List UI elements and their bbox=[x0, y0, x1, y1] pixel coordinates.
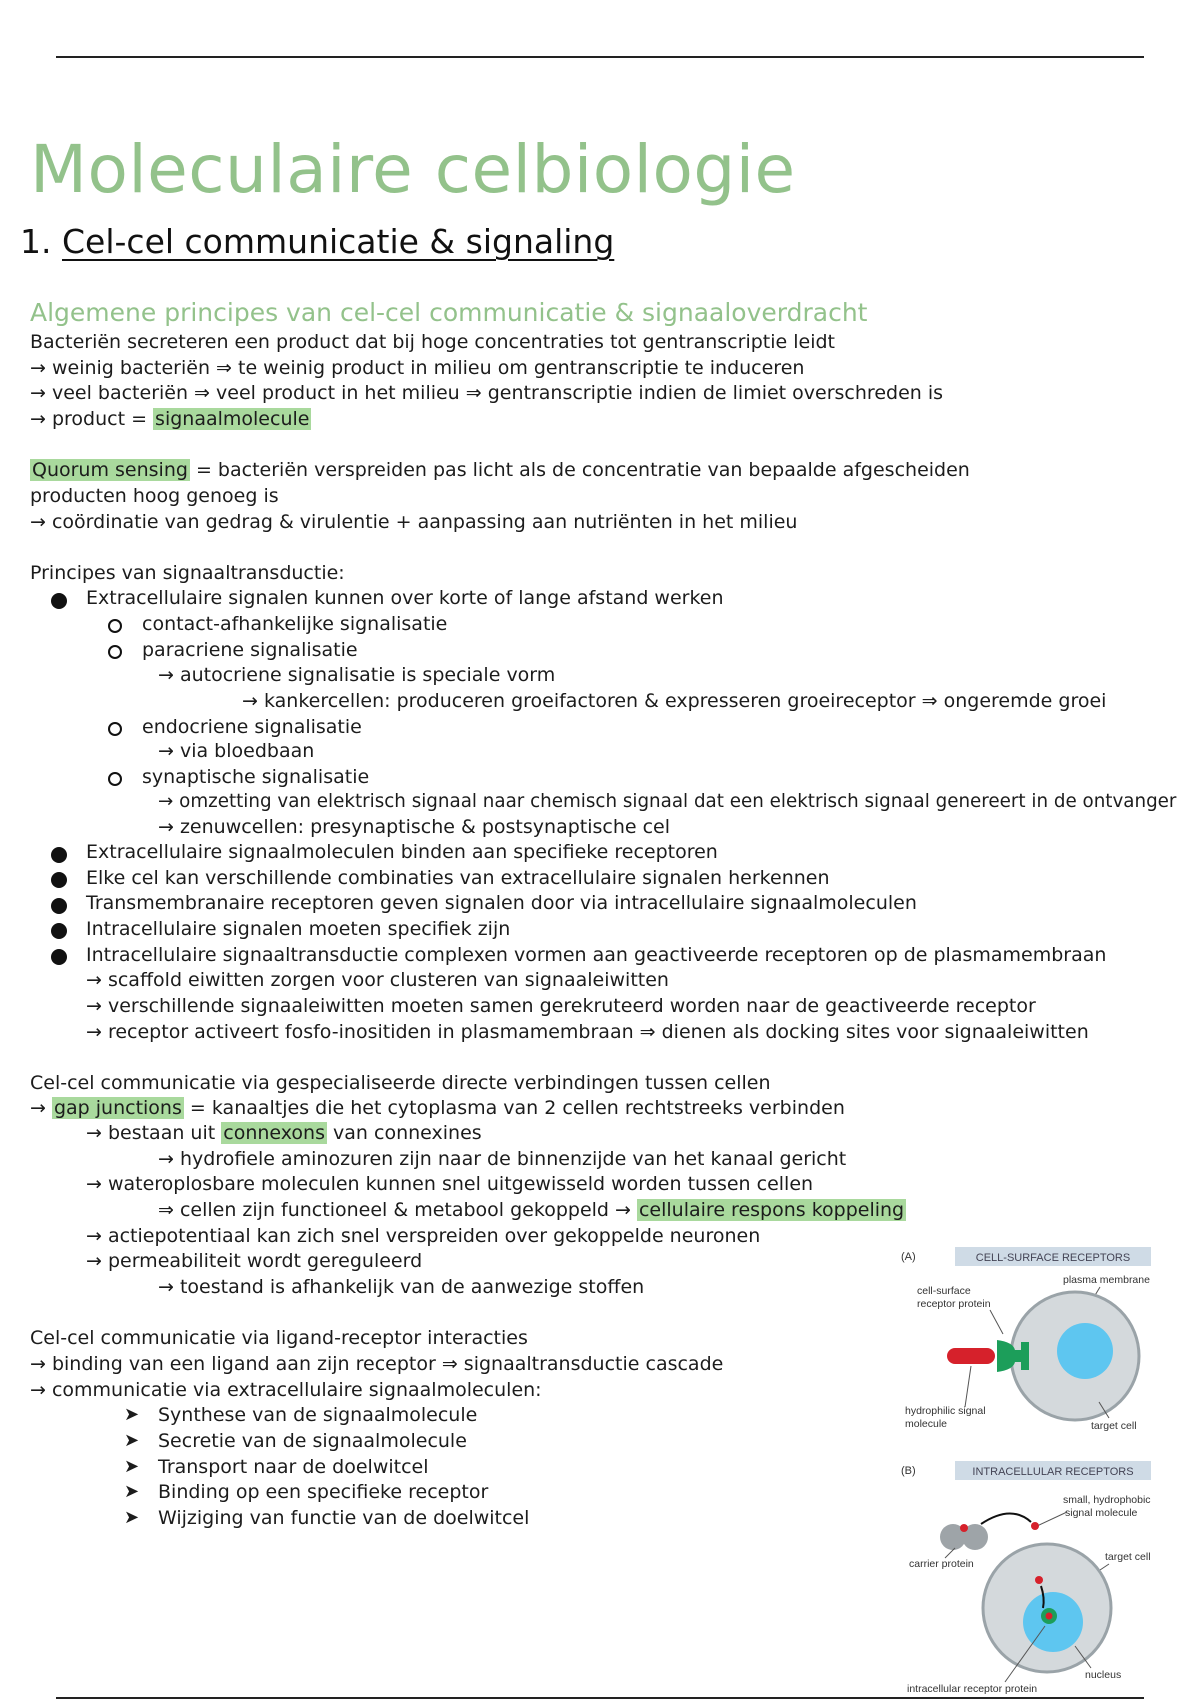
bullet-dot bbox=[51, 872, 67, 892]
bullet-dot bbox=[51, 847, 67, 867]
junctions-heading: Cel-cel communicatie via gespecialiseerde directe verbindingen tussen cellen bbox=[30, 1072, 771, 1094]
sub-synaptic-conversion: → omzetting van elektrisch signaal naar chemisch signaal dat een elektrisch signaal genereert in de ontvanger bbox=[158, 791, 1177, 812]
sub-bullet-circle-icon bbox=[108, 772, 122, 786]
ligand-step-4: Binding op een specifieke receptor bbox=[158, 1481, 489, 1503]
ligand-step-2: Secretie van de signaalmolecule bbox=[158, 1430, 467, 1452]
junctions-arrow: → bbox=[30, 1097, 52, 1119]
junctions-line-6: → actiepotentiaal kan zich snel verspreiden over gekoppelde neuronen bbox=[86, 1225, 761, 1247]
quorum-line-2: producten hoog genoeg is bbox=[30, 485, 279, 507]
principle-6: Intracellulaire signaaltransductie complexen vormen aan geactiveerde receptoren op de plasmamembraan bbox=[86, 944, 1107, 966]
nucleus-a bbox=[1057, 1323, 1113, 1379]
sub-bullet-circle-icon bbox=[108, 645, 122, 659]
sub-paracrine-cancer: → kankercellen: produceren groeifactoren & expresseren groeireceptor ⇒ ongeremde groei bbox=[242, 690, 1107, 712]
highlight-quorum-sensing: Quorum sensing bbox=[32, 459, 188, 481]
junctions-line-2 bbox=[86, 1121, 482, 1145]
ligand-line-2: → communicatie via extracellulaire signaalmoleculen: bbox=[30, 1379, 542, 1401]
junctions-line-1 bbox=[30, 1096, 845, 1120]
label-hydrophilic-1: hydrophilic signal bbox=[905, 1405, 986, 1417]
bottom-rule bbox=[56, 1697, 1144, 1699]
bacteria-line-3: → veel bacteriën ⇒ veel product in het milieu ⇒ gentranscriptie indien de limiet overschreden is bbox=[30, 382, 944, 404]
label-plasma-membrane: plasma membrane bbox=[1063, 1274, 1150, 1286]
sub-bullet bbox=[108, 721, 122, 740]
leader-line bbox=[965, 1366, 971, 1407]
sub-synaptic-neurons: → zenuwcellen: presynaptische & postsynaptische cel bbox=[158, 816, 671, 838]
junctions-line-5 bbox=[158, 1198, 906, 1222]
signal-on-carrier bbox=[960, 1524, 968, 1532]
junctions-line-7: → permeabiliteit wordt gereguleerd bbox=[86, 1250, 423, 1272]
quorum-definition: = bacteriën verspreiden pas licht als de concentratie van bepaalde afgescheiden bbox=[189, 459, 970, 481]
sub-bullet bbox=[108, 771, 122, 790]
arrowhead-bullet-icon: ➤ bbox=[124, 1456, 140, 1477]
bound-signal bbox=[1046, 1613, 1053, 1620]
principle-6-recruit: → verschillende signaaleiwitten moeten samen gerekruteerd worden naar de geactiveerde receptor bbox=[86, 995, 1036, 1017]
panel-a-letter: (A) bbox=[901, 1251, 916, 1263]
principle-4: Transmembranaire receptoren geven signalen door via intracellulaire signaalmoleculen bbox=[86, 892, 917, 914]
highlight-gap-junctions: gap junctions bbox=[53, 1097, 182, 1119]
sub-bullet-circle-icon bbox=[108, 619, 122, 633]
arrowhead-bullet-icon: ➤ bbox=[124, 1481, 140, 1502]
top-rule bbox=[56, 56, 1144, 58]
label-cell-surface-1: cell-surface bbox=[917, 1285, 971, 1297]
quorum-line-1 bbox=[30, 458, 970, 482]
receptor-figure bbox=[895, 1242, 1195, 1694]
principle-5: Intracellulaire signalen moeten specifiek zijn bbox=[86, 918, 511, 940]
bacteria-line-1: Bacteriën secreteren een product dat bij hoge concentraties tot gentranscriptie leidt bbox=[30, 331, 835, 353]
junctions-coupling-pre: ⇒ cellen zijn functioneel & metabool gekoppeld → bbox=[158, 1199, 637, 1221]
sub-bullet-circle-icon bbox=[108, 722, 122, 736]
bullet-dot-icon bbox=[51, 593, 67, 609]
ligand-step-5: Wijziging van functie van de doelwitcel bbox=[158, 1507, 530, 1529]
junctions-line-8: → toestand is afhankelijk van de aanwezige stoffen bbox=[158, 1276, 645, 1298]
label-target-cell-b: target cell bbox=[1105, 1551, 1151, 1563]
label-nucleus: nucleus bbox=[1085, 1669, 1122, 1681]
sub-bullet bbox=[108, 644, 122, 663]
release-arrow bbox=[981, 1513, 1031, 1524]
sub-endocrine: endocriene signalisatie bbox=[142, 716, 362, 738]
sub-paracrine-autocrine: → autocriene signalisatie is speciale vorm bbox=[158, 664, 556, 686]
ligand-step-1: Synthese van de signaalmolecule bbox=[158, 1404, 478, 1426]
ligand-line-1: → binding van een ligand aan zijn receptor ⇒ signaaltransductie cascade bbox=[30, 1353, 724, 1375]
principle-6-docking: → receptor activeert fosfo-inositiden in plasmamembraan ⇒ dienen als docking sites voor signaaleiwitten bbox=[86, 1021, 1089, 1043]
panel-a-title: CELL-SURFACE RECEPTORS bbox=[975, 1252, 1131, 1264]
bullet-dot-icon bbox=[51, 949, 67, 965]
label-small-hydrophobic-2: signal molecule bbox=[1065, 1507, 1138, 1519]
leader-line bbox=[1037, 1512, 1067, 1526]
bacteria-line-4 bbox=[30, 407, 311, 431]
chapter-title: Cel-cel communicatie & signaling bbox=[62, 222, 615, 261]
junctions-definition: = kanaaltjes die het cytoplasma van 2 cellen rechtstreeks verbinden bbox=[183, 1097, 845, 1119]
junctions-line-3: → hydrofiele aminozuren zijn naar de binnenzijde van het kanaal gericht bbox=[158, 1148, 847, 1170]
label-carrier-protein: carrier protein bbox=[909, 1558, 974, 1570]
label-cell-surface-2: receptor protein bbox=[917, 1298, 991, 1310]
junctions-connexons-post: van connexines bbox=[327, 1122, 482, 1144]
principle-1: Extracellulaire signalen kunnen over korte of lange afstand werken bbox=[86, 587, 724, 609]
bullet-dot-icon bbox=[51, 898, 67, 914]
arrowhead-bullet-icon: ➤ bbox=[124, 1507, 140, 1528]
ligand-step-3: Transport naar de doelwitcel bbox=[158, 1456, 429, 1478]
leader-line bbox=[990, 1310, 1003, 1334]
highlight-signaalmolecule: signaalmolecule bbox=[155, 408, 310, 430]
panel-b-letter: (B) bbox=[901, 1465, 916, 1477]
sub-contact: contact-afhankelijke signalisatie bbox=[142, 613, 448, 635]
hydrophilic-signal-molecule bbox=[947, 1348, 995, 1364]
ligand-heading: Cel-cel communicatie via ligand-receptor interacties bbox=[30, 1327, 528, 1349]
bacteria-line-2: → weinig bacteriën ⇒ te weinig product in milieu om gentranscriptie te induceren bbox=[30, 357, 805, 379]
principle-3: Elke cel kan verschillende combinaties van extracellulaire signalen herkennen bbox=[86, 867, 830, 889]
label-small-hydrophobic-1: small, hydrophobic bbox=[1063, 1494, 1151, 1506]
label-target-cell-a: target cell bbox=[1091, 1420, 1137, 1432]
document-title: Moleculaire celbiologie bbox=[30, 131, 796, 208]
highlight-connexons: connexons bbox=[223, 1122, 325, 1144]
panel-b-title: INTRACELLULAR RECEPTORS bbox=[972, 1466, 1134, 1478]
sub-bullet bbox=[108, 618, 122, 637]
sub-endocrine-blood: → via bloedbaan bbox=[158, 740, 315, 762]
chapter-number: 1. bbox=[20, 222, 52, 261]
section-heading: Algemene principes van cel-cel communicatie & signaaloverdracht bbox=[30, 298, 868, 327]
bullet-dot bbox=[51, 923, 67, 943]
quorum-line-3: → coördinatie van gedrag & virulentie + aanpassing aan nutriënten in het milieu bbox=[30, 511, 798, 533]
bullet-dot bbox=[51, 593, 67, 613]
bullet-dot-icon bbox=[51, 923, 67, 939]
label-hydrophilic-2: molecule bbox=[905, 1418, 948, 1430]
highlight-cellular-response: cellulaire respons koppeling bbox=[638, 1199, 905, 1221]
principle-6-scaffold: → scaffold eiwitten zorgen voor clusteren van signaaleiwitten bbox=[86, 969, 669, 991]
bullet-dot bbox=[51, 898, 67, 918]
free-signal-molecule bbox=[1031, 1522, 1039, 1530]
internal-signal-molecule bbox=[1035, 1576, 1043, 1584]
principle-2: Extracellulaire signaalmoleculen binden aan specifieke receptoren bbox=[86, 841, 718, 863]
bacteria-line-4-text: → product = bbox=[30, 408, 154, 430]
junctions-line-4: → wateroplosbare moleculen kunnen snel uitgewisseld worden tussen cellen bbox=[86, 1173, 814, 1195]
arrowhead-bullet-icon: ➤ bbox=[124, 1430, 140, 1451]
sub-paracrine: paracriene signalisatie bbox=[142, 639, 358, 661]
junctions-connexons-pre: → bestaan uit bbox=[86, 1122, 222, 1144]
label-intracellular-receptor: intracellular receptor protein bbox=[907, 1683, 1038, 1694]
bullet-dot-icon bbox=[51, 847, 67, 863]
bullet-dot bbox=[51, 949, 67, 969]
principles-heading: Principes van signaaltransductie: bbox=[30, 562, 345, 584]
sub-synaptic: synaptische signalisatie bbox=[142, 766, 370, 788]
arrowhead-bullet-icon: ➤ bbox=[124, 1404, 140, 1425]
bullet-dot-icon bbox=[51, 872, 67, 888]
chapter-heading bbox=[20, 220, 614, 264]
